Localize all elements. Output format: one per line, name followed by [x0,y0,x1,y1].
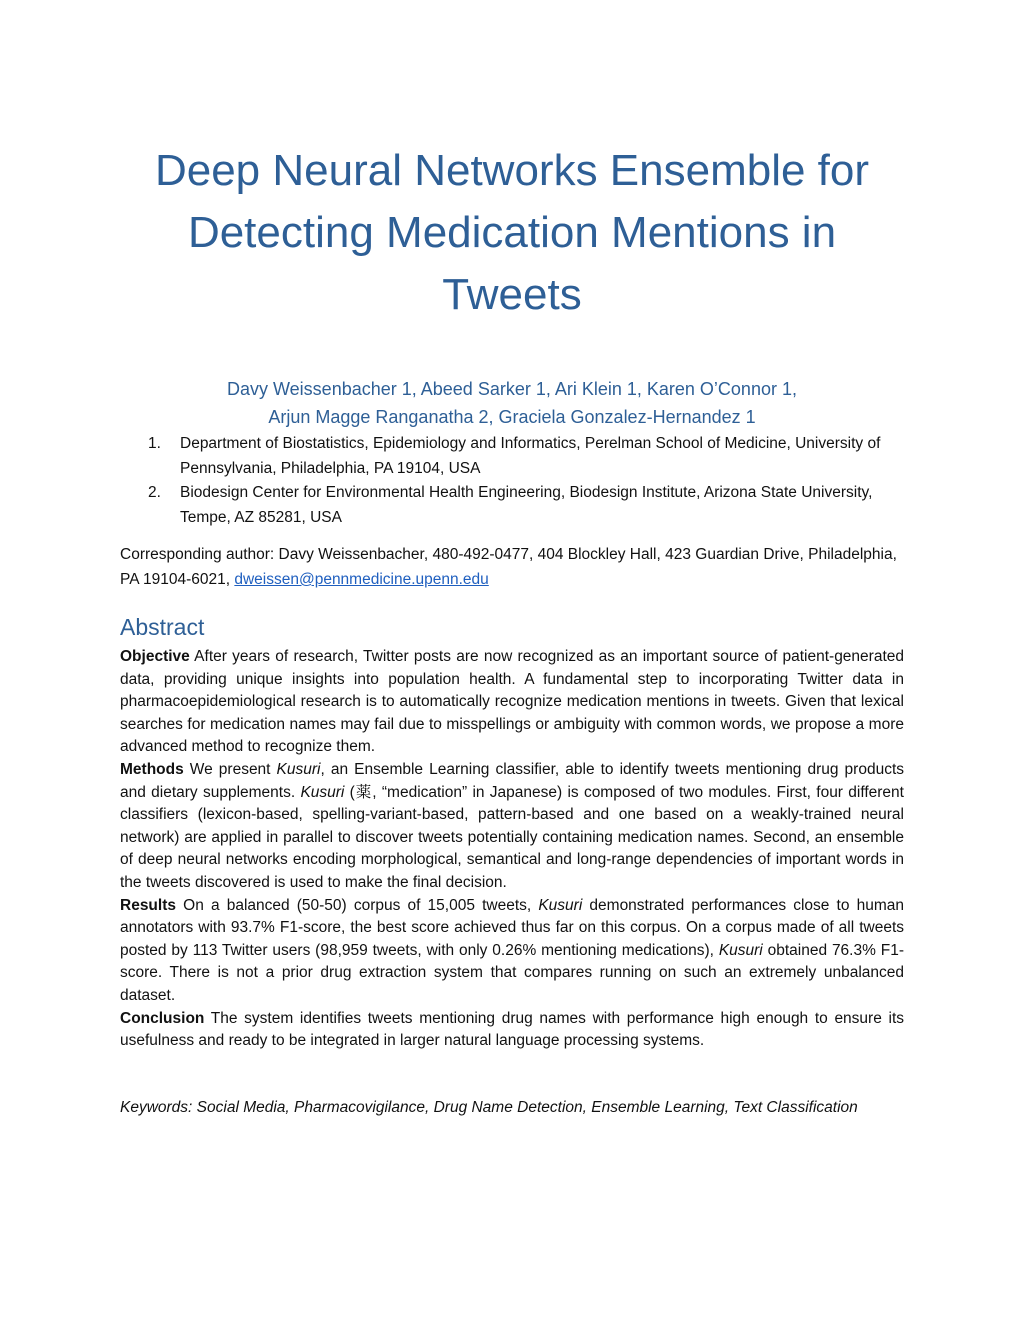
results-label: Results [120,896,176,914]
author-list [120,375,904,431]
abstract-body [120,646,904,1053]
authors-line-2: Arjun Magge Ranganatha 2, Graciela Gonzalez-Hernandez 1 [268,407,756,427]
corresponding-author [120,542,904,592]
methods-text: , an Ensemble Learning classifier, able to identify tweets mentioning drug products and dietary supplements. [120,760,904,801]
abstract-heading: Abstract [120,614,205,640]
keywords: Keywords: Social Media, Pharmacovigilance, Drug Name Detection, Ensemble Learning, Text Classification [120,1099,858,1116]
affiliation-list [148,432,908,530]
conclusion-label: Conclusion [120,1009,205,1027]
title-line-3: Tweets [442,270,582,319]
methods-text: (薬, “medication” in Japanese) is composed of two modules. First, four different classifiers (lexicon-based, spelling-variant-based, pattern-based and one based on a weakly-trained neural network) are applied in parallel to discover tweets potentially containing medication names. Second, an ensemble of deep neural networks encoding morphological, semantical and long-range dependencies of important words in the tweets discovered is used to make the final decision. [120,783,904,891]
authors-line-1: Davy Weissenbacher 1, Abeed Sarker 1, Ari Klein 1, Karen O’Connor 1, [227,379,797,399]
corresponding-text: Corresponding author: Davy Weissenbacher, 480-492-0477, 404 Blockley Hall, 423 Guardian Drive, Philadelphia, PA 19104-6021, [120,546,897,588]
kusuri-term: Kusuri [718,941,763,959]
methods-label: Methods [120,760,184,778]
abstract-methods [120,759,904,895]
kusuri-term: Kusuri [300,783,345,801]
results-text: demonstrated performances close to human annotators with 93.7% F1-score, the best score achieved thus far on this corpus. On a corpus made of all tweets posted by 113 Twitter users (98,959 tweets, with only 0.26% mentioning medications), [120,896,904,959]
methods-text: We present [183,760,277,778]
affiliation-number: 2. [148,484,161,501]
affiliation-text: Department of Biostatistics, Epidemiology and Informatics, Perelman School of Medicine, University of Pennsylvania, Philadelphia, PA 19104, USA [180,435,881,477]
email-link[interactable]: dweissen@pennmedicine.upenn.edu [234,571,489,588]
affiliation-item [148,481,908,530]
results-text: On a balanced (50-50) corpus of 15,005 tweets, [176,896,539,914]
abstract-objective [120,646,904,759]
kusuri-term: Kusuri [538,896,583,914]
conclusion-text: The system identifies tweets mentioning drug names with performance high enough to ensure its usefulness and ready to be integrated in larger natural language processing systems. [120,1009,904,1050]
results-text: obtained 76.3% F1-score. There is not a prior drug extraction system that compares running on such an extremely unbalanced dataset. [120,941,904,1004]
abstract-results [120,895,904,1008]
title-line-1: Deep Neural Networks Ensemble for [154,146,870,195]
affiliation-number: 1. [148,435,161,452]
affiliation-item [148,432,908,481]
abstract-conclusion [120,1008,904,1053]
objective-label: Objective [120,648,190,665]
kusuri-term: Kusuri [276,760,321,778]
affiliation-text: Biodesign Center for Environmental Health Engineering, Biodesign Institute, Arizona State University, Tempe, AZ 85281, USA [180,484,873,526]
paper-title [120,140,904,326]
title-line-2: Detecting Medication Mentions in [187,208,837,257]
objective-text: After years of research, Twitter posts are now recognized as an important source of patient-generated data, providing unique insights into population health. A fundamental step to incorporating Twitter data in pharmacoepidemiological research is to automatically recognize medication mentions in tweets. Given that lexical searches for medication names may fail due to misspellings or ambiguity with common words, we propose a more advanced method to recognize them. [120,648,904,756]
